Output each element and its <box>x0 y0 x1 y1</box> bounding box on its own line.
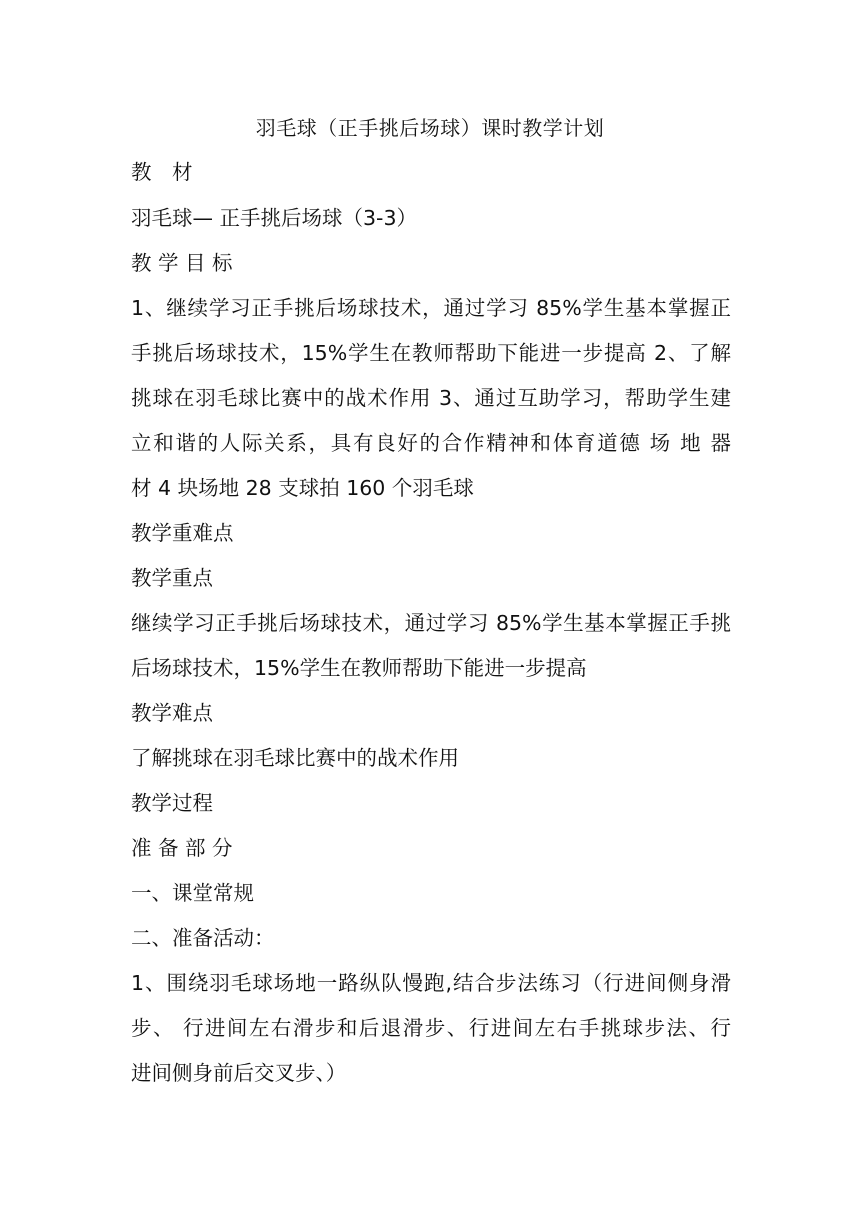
objectives-line-3: 挑球在羽毛球比赛中的战术作用 3、通过互助学习，帮助学生建 <box>131 386 731 410</box>
warm-up-line-2: 步、 行进间左右滑步和后退滑步、行进间左右手挑球步法、行 <box>131 1016 731 1040</box>
equipment-line: 材 4 块场地 28 支球拍 160 个羽毛球 <box>131 476 474 500</box>
heading-preparation-part: 准 备 部 分 <box>131 836 233 860</box>
objectives-line-4: 立和谐的人际关系，具有良好的合作精神和体育道德 场 地 器 <box>131 431 731 455</box>
objectives-line-1: 1、继续学习正手挑后场球技术，通过学习 85%学生基本掌握正 <box>131 296 731 320</box>
heading-key-points: 教学重点 <box>131 566 213 590</box>
heading-materials: 教 材 <box>131 160 193 184</box>
heading-difficult-points: 教学难点 <box>131 701 213 725</box>
key-points-line-2: 后场球技术，15%学生在教师帮助下能进一步提高 <box>131 656 587 680</box>
document-title: 羽毛球（正手挑后场球）课时教学计划 <box>255 116 605 140</box>
warm-up-line-1: 1、围绕羽毛球场地一路纵队慢跑,结合步法练习（行进间侧身滑 <box>131 971 731 995</box>
section-classroom-routine: 一、课堂常规 <box>131 881 254 905</box>
materials-text: 羽毛球— 正手挑后场球（3-3） <box>131 206 417 230</box>
objectives-line-2: 手挑后场球技术，15%学生在教师帮助下能进一步提高 2、了解 <box>131 341 731 365</box>
heading-key-difficult-points: 教学重难点 <box>131 521 234 545</box>
section-warm-up: 二、准备活动： <box>131 926 275 950</box>
heading-teaching-process: 教学过程 <box>131 791 213 815</box>
heading-objectives: 教 学 目 标 <box>131 251 233 275</box>
difficult-points-text: 了解挑球在羽毛球比赛中的战术作用 <box>131 746 459 770</box>
warm-up-line-3: 进间侧身前后交叉步、） <box>131 1061 347 1085</box>
key-points-line-1: 继续学习正手挑后场球技术，通过学习 85%学生基本掌握正手挑 <box>131 611 731 635</box>
